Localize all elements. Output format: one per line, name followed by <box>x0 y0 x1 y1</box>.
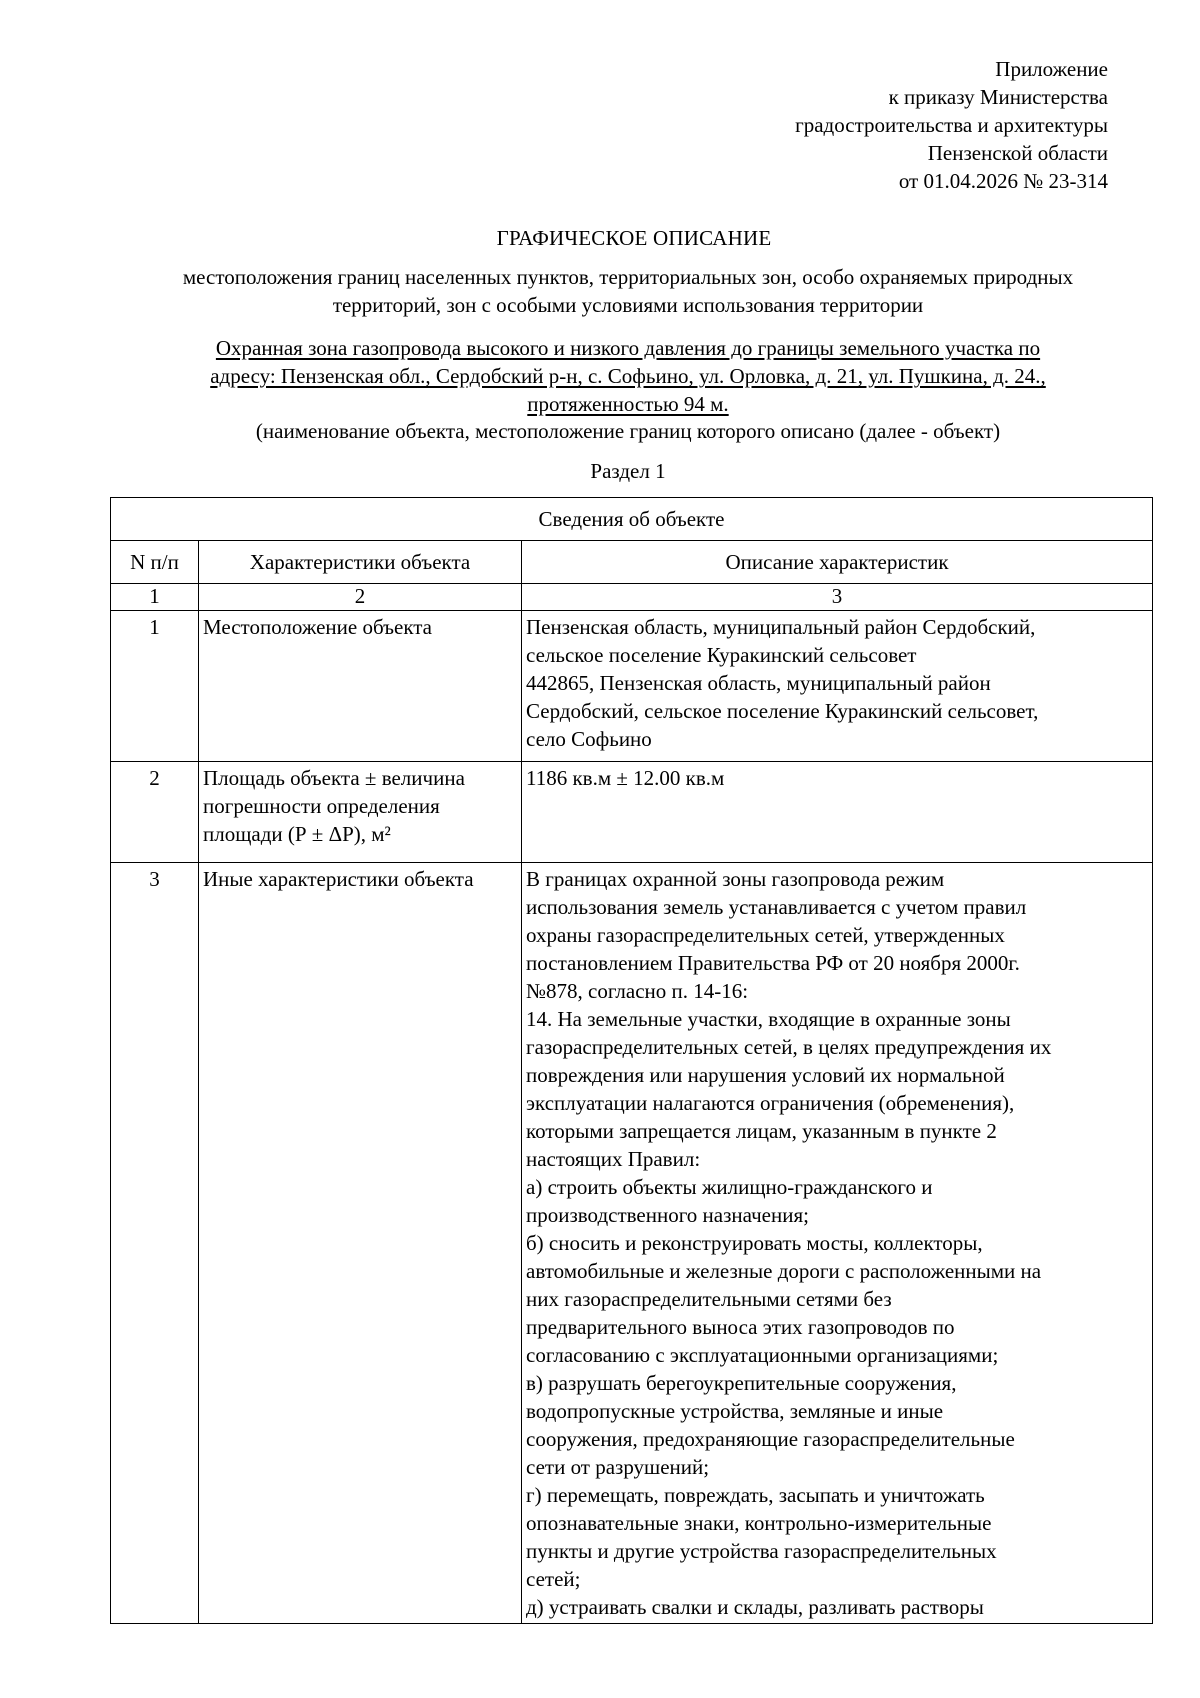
description-line: них газораспределительными сетями без <box>526 1287 892 1311</box>
description-line: в) разрушать берегоукрепительные сооружения, <box>526 1371 957 1395</box>
row-characteristic: Иные характеристики объекта <box>199 863 522 1624</box>
subtitle-line: местоположения границ населенных пунктов, территориальных зон, особо охраняемых природных <box>182 265 1074 289</box>
table-caption: Сведения об объекте <box>111 498 1153 541</box>
description-line: д) устраивать свалки и склады, разливать растворы <box>526 1595 984 1619</box>
header-characteristic: Характеристики объекта <box>199 541 522 584</box>
description-line: г) перемещать, повреждать, засыпать и уничтожать <box>526 1483 985 1507</box>
description-line: охраны газораспределительных сетей, утвержденных <box>526 923 1005 947</box>
object-info-table <box>110 497 1153 1624</box>
row-number: 1 <box>111 611 199 762</box>
description-line: использования земель устанавливается с учетом правил <box>526 895 1027 919</box>
row-number: 2 <box>111 762 199 863</box>
description-line: село Софьино <box>526 727 652 751</box>
description-line: В границах охранной зоны газопровода режим <box>526 867 945 891</box>
description-line: сетей; <box>526 1567 581 1591</box>
description-line: согласованию с эксплуатационными организациями; <box>526 1343 999 1367</box>
object-caption: (наименование объекта, местоположение границ которого описано (далее - объект) <box>255 419 1001 443</box>
description-line: пункты и другие устройства газораспределительных <box>526 1539 997 1563</box>
description-line: сооружения, предохраняющие газораспределительные <box>526 1427 1015 1451</box>
description-line: 14. На земельные участки, входящие в охранные зоны <box>526 1007 1011 1031</box>
description-line: 1186 кв.м ± 12.00 кв.м <box>526 766 725 790</box>
column-number: 2 <box>199 584 522 611</box>
characteristic-line: Площадь объекта ± величина <box>203 766 465 790</box>
appendix-date-number: от 01.04.2026 № 23-314 <box>898 169 1108 193</box>
row-description <box>522 611 1153 762</box>
document-title: ГРАФИЧЕСКОЕ ОПИСАНИЕ <box>496 226 772 250</box>
row-number: 3 <box>111 863 199 1624</box>
column-number: 1 <box>111 584 199 611</box>
appendix-line: градостроительства и архитектуры <box>795 113 1108 137</box>
description-line: производственного назначения; <box>526 1203 809 1227</box>
section-label: Раздел 1 <box>590 459 666 483</box>
description-line: постановлением Правительства РФ от 20 ноября 2000г. <box>526 951 1020 975</box>
header-description: Описание характеристик <box>522 541 1153 584</box>
row-description <box>522 762 1153 863</box>
description-line: газораспределительных сетей, в целях предупреждения их <box>526 1035 1052 1059</box>
description-line: предварительного выноса этих газопроводов по <box>526 1315 955 1339</box>
description-line: б) сносить и реконструировать мосты, коллекторы, <box>526 1231 983 1255</box>
object-name-line: протяженностью 94 м. <box>527 392 729 416</box>
subtitle-line: территорий, зон с особыми условиями использования территории <box>332 293 924 317</box>
description-line: повреждения или нарушения условий их нормальной <box>526 1063 1005 1087</box>
description-line: Пензенская область, муниципальный район Сердобский, <box>526 615 1036 639</box>
table-caption-row <box>111 498 1153 541</box>
document-subtitle <box>108 263 1148 319</box>
table-header-row <box>111 541 1153 584</box>
appendix-header <box>508 55 1108 195</box>
description-line: №878, согласно п. 14-16: <box>526 979 749 1003</box>
object-name-line: адресу: Пензенская обл., Сердобский р-н, с. Софьино, ул. Орловка, д. 21, ул. Пушкина, д. 24., <box>210 364 1046 388</box>
description-line: эксплуатации налагаются ограничения (обременения), <box>526 1091 1015 1115</box>
appendix-line: Приложение <box>995 57 1108 81</box>
description-line: 442865, Пензенская область, муниципальный район <box>526 671 991 695</box>
row-description <box>522 863 1153 1624</box>
description-line: автомобильные и железные дороги с расположенными на <box>526 1259 1042 1283</box>
description-line: сельское поселение Куракинский сельсовет <box>526 643 917 667</box>
column-number: 3 <box>522 584 1153 611</box>
appendix-line: Пензенской области <box>927 141 1108 165</box>
characteristic-line: погрешности определения <box>203 794 440 818</box>
row-characteristic <box>199 762 522 863</box>
characteristic-line: площади (Р ± ΔР), м² <box>203 822 391 846</box>
description-line: которыми запрещается лицам, указанным в пункте 2 <box>526 1119 997 1143</box>
table-row <box>111 863 1153 1624</box>
table-row <box>111 762 1153 863</box>
row-characteristic: Местоположение объекта <box>199 611 522 762</box>
description-line: водопропускные устройства, земляные и иные <box>526 1399 944 1423</box>
description-line: сети от разрушений; <box>526 1455 710 1479</box>
description-line: опознавательные знаки, контрольно-измерительные <box>526 1511 992 1535</box>
column-number-row <box>111 584 1153 611</box>
table-row <box>111 611 1153 762</box>
object-name-line: Охранная зона газопровода высокого и низкого давления до границы земельного участка по <box>215 336 1041 360</box>
appendix-line: к приказу Министерства <box>888 85 1108 109</box>
description-line: Сердобский, сельское поселение Куракинский сельсовет, <box>526 699 1039 723</box>
description-line: а) строить объекты жилищно-гражданского и <box>526 1175 933 1199</box>
header-num: N п/п <box>111 541 199 584</box>
object-name <box>108 334 1148 418</box>
description-line: настоящих Правил: <box>526 1147 701 1171</box>
